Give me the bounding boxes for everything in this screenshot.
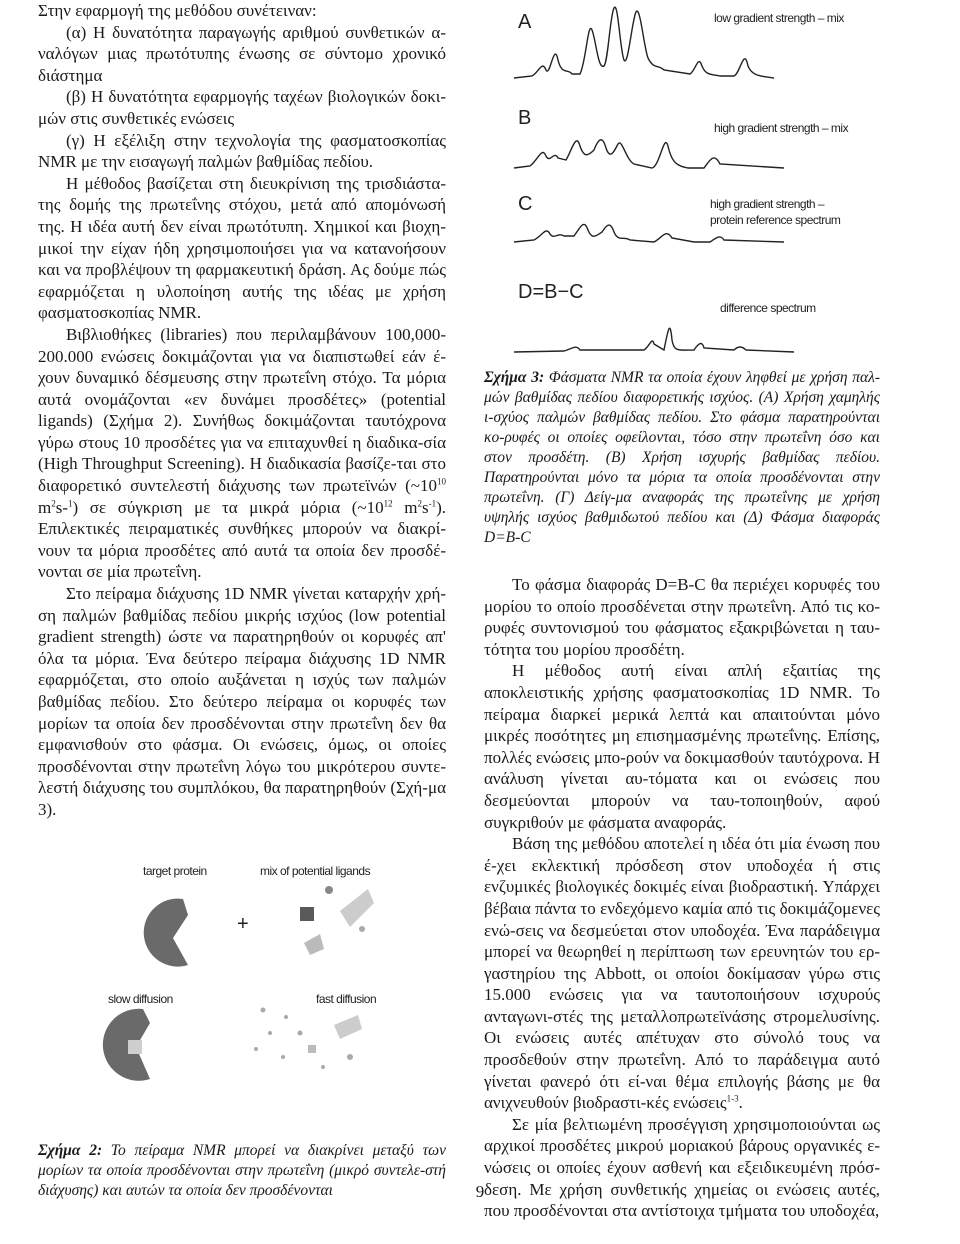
paragraph-diffusion-experiment: Στο πείραμα διάχυσης 1D NMR γίνεται καταρχήν χρή-ση παλμών βαθμίδας πεδίου μικρής ισχύος (low potential gradient strength) ώστε να παρατηρηθούν οι κορυφές απ' όλα τα μόρια. Ένα δεύτερο πείραμα διάχυσης 1D NMR εφαρμόζεται, στο οποίο αυξάνεται η ισχύς των παλμών βαθμίδας πεδίου. Στο δεύτερο πείραμα οι κορυφές των μορίων τα οποία δεν προσδένονται στην πρωτεΐνη δεν θα εμφανισθούν στο φάσμα. Οι ενώσεις, όμως, οι οποίες προσδένονται στην πρωτεΐνη λόγω του μικρότερου συντε-λεστή διάχυσης του συμπλόκου, θα παρατηρηθούν (Σχή-μα 3). [38,584,446,819]
paragraph-difference: Το φάσμα διαφοράς D=B-C θα περιέχει κορυφές του μορίου το οποίο προσδένεται στην πρωτεΐνη. Από τις κο-ρυφές συντονισμού του φάσματος εξακριβώνεται η ταυ-τότητα του μορίου προσδέτη. [484,575,880,659]
protein-bound-complex [103,1008,150,1080]
paragraph-simple-method: Η μέθοδος αυτή είναι απλή εξαιτίας της αποκλειστικής χρήσης φασματοσκοπίας 1D NMR. Το πείραμα διαρκεί μερικά λεπτά και απαιτούνται μόνο μικρές ποσότητες μη επισημασμένης πρωτεΐνης. Επίσης, πολλές ενώσεις μπο-ρούν να δοκιμασθούν ταυτόχρονα. Η ανάλυση γίνεται αυ-τόματα και οι ενώσεις που δεσμεύονται μπορούν να ταυ-τοποιηθούν, αφού συγκριθούν με φάσματα αναφοράς. [484,661,880,832]
plus-sign: + [237,912,249,935]
paragraph-improved: Σε μία βελτιωμένη προσέγγιση χρησιμοποιούνται ως αρχικοί προσδέτες μικρού μοριακού βάρους οργανικές ε-νώσεις οι οποίες έχουν ασθενή και εξειδικευμένη πρόσ-δεση. Με χρήση συνθετικής χημείας οι ενώσεις αυτές, που προσδένονται στα αντίστοιχα τμήματα του υποδοχέα, [484,1114,880,1221]
label-fast-diffusion: fast diffusion [316,991,377,1006]
intro-line: Στην εφαρμογή της μεθόδου συνέτειναν: [38,1,317,20]
figure-3-spectra [484,0,880,358]
spectrum-b-line [514,140,784,168]
right-column [484,0,880,1222]
paragraph-basis: Βάση της μεθόδου αποτελεί η ιδέα ότι μία ένωση που έ-χει εκλεκτική πρόσδεση στον υποδοχέα ή στις ενζυμικές βιολογικές δοκιμές είναι βιοδραστική. Υπάρχει βέβαια πάντα το ενδεχόμενο καμία από τις δοκιμάζομενες ενώ-σεις να δεσμεύεται στον υποδοχέα. Ένα παράδειγμα μπορεί να θεωρηθεί η περίπτωση των ερευνητών του ερ-γαστηρίου της Abbott, οι οποίοι δοκίμασαν γύρω στις 15.000 ενώσεις για να ταυτοποιήσουν ισχυρούς ανταγωνι-στές της μεταλλοπρωτεϊνάσης στρομελυσίνης. Οι ενώσεις αυτές απέτυχαν στο σύνολό τους να προσδεθούν στην πρωτεΐνη. Από το παράδειγμα αυτό γίνεται φανερό ότι εί-ναι θέμα επιλογής βάσης με θα ανιχνευθούν βιοδραστι-κές ενώσεις$^{1-3}$. [484,834,880,1113]
spectrum-c-text-2: protein reference spectrum [710,213,841,227]
ligand-mix-shapes [300,886,374,955]
figure-3-caption: Σχήμα 3: Φάσματα NMR τα οποία έχουν ληφθεί με χρήση παλ-μών βαθμίδας πεδίου διαφορετικής ισχύος. (Α) Χρήση χαμηλής ι-σχύος παλμών βαθμίδας πεδίου. Στο φάσμα παρατηρούνται κο-ρυφές οι οποίες οφείλονται, τόσο στην πρωτεΐνη όσο και στον προσδέτη. (Β) Χρήση ισχυρής βαθμίδας πεδίου. Παρατηρούνται μόνο τα μόρια τα οποία προσδένονται στην πρωτεΐνη. (Γ) Δείγ-μα αναφοράς της πρωτεΐνης με χρήση υψηλής ισχύος βαθμιδωτού πεδίου και (Δ) Φάσμα διαφοράς D=B-C [484,369,880,546]
item-c: (γ) Η εξέλιξη στην τεχνολογία της φασματοσκοπίας NMR με την εισαγωγή παλμών βαθμίδας πεδίου. [38,130,446,172]
paragraph-libraries: Βιβλιοθήκες (libraries) που περιλαμβάνουν 100,000-200.000 ενώσεις δοκιμάζονται για να διαπιστωθεί εάν έ-χουν δυναμικό δέσμευσης στην πρωτεΐνη στόχο. Τα μόρια αυτά ονομάζονται «εν δυνάμει προσδέτες» (potential ligands) (Σχήμα 2). Συνήθως δοκιμάζονται ταυτόχρονα γύρω στους 10 προσδέτες για να επιταχυνθεί η διαδικα-σία (High Throughput Screening). Η διαδικασία βασίζε-ται στο διαφορετικό συντελεστή διάχυσης των πρωτεϊνών ($\sim 10^{10}$ $m^2s-^1$) σε σύγκριση με τα μικρά μόρια ($\sim 10^{12}$ $m^2s^{-1}$). Επιλεκτικές πειραματικές συνθήκες μπορούν να διακρί-νουν τα μόρια προσδέτες από αυτά τα οποία δεν προσδέ-νονται σε μία πρωτεΐνη. [38,324,446,582]
left-column [38,0,446,1201]
free-ligands-fast [254,1007,362,1069]
spectrum-d-text: difference spectrum [720,301,816,315]
spectrum-d-line [514,328,794,352]
figure-2-caption: Σχήμα 2: Το πείραμα NMR μπορεί να διακρίνει μεταξύ των μορίων τα οποία προσδένονται στην πρωτεΐνη (μικρό συντελε-στή διάχυσης) και αυτών τα οποία δεν προσδένονται [38,1141,446,1199]
spectrum-label-d: D=B−C [518,281,584,303]
item-b: (β) Η δυνατότητα εφαρμογής ταχέων βιολογικών δοκι-μών στις συνθετικές ενώσεις [38,87,446,128]
item-a: (α) Η δυνατότητα παραγωγής αριθμού συνθετικών α-ναλόγων μιας πρωτότυπης ένωσης σε σύντομο χρονικό διάστημα [38,22,446,85]
spectrum-b-text: high gradient strength – mix [714,121,849,135]
figure-2-diagram [38,835,446,1135]
label-target-protein: target protein [143,863,207,878]
spectrum-c-line [514,224,784,242]
spectrum-label-b: B [518,107,532,129]
target-protein-shape [144,898,188,966]
spectrum-label-a: A [518,11,532,33]
paragraph-method: Η μέθοδος βασίζεται στη διευκρίνιση της τρισδιάστα-της δομής της πρωτεΐνης στόχου, μετά από απομόνωσή της. Η ιδέα αυτή δεν είναι πρωτότυπη. Χημικοί και βιοχη-μικοί την είχαν ήδη χρησιμοποιήσει για να κατανοήσουν και να προβλέψουν τη φαρμακευτική δράση. Ας δούμε πώς εφαρμόζεται η υλοποίηση αυτής της ιδέας με χρήση φασματοσκοπίας NMR. [38,173,446,323]
spectrum-c-text-1: high gradient strength – [710,197,825,211]
spectrum-a-text: low gradient strength – mix [714,11,844,25]
page-number: 9 [475,1182,485,1201]
spectrum-label-c: C [518,193,533,215]
label-slow-diffusion: slow diffusion [108,991,173,1006]
label-mix-ligands: mix of potential ligands [260,863,371,878]
